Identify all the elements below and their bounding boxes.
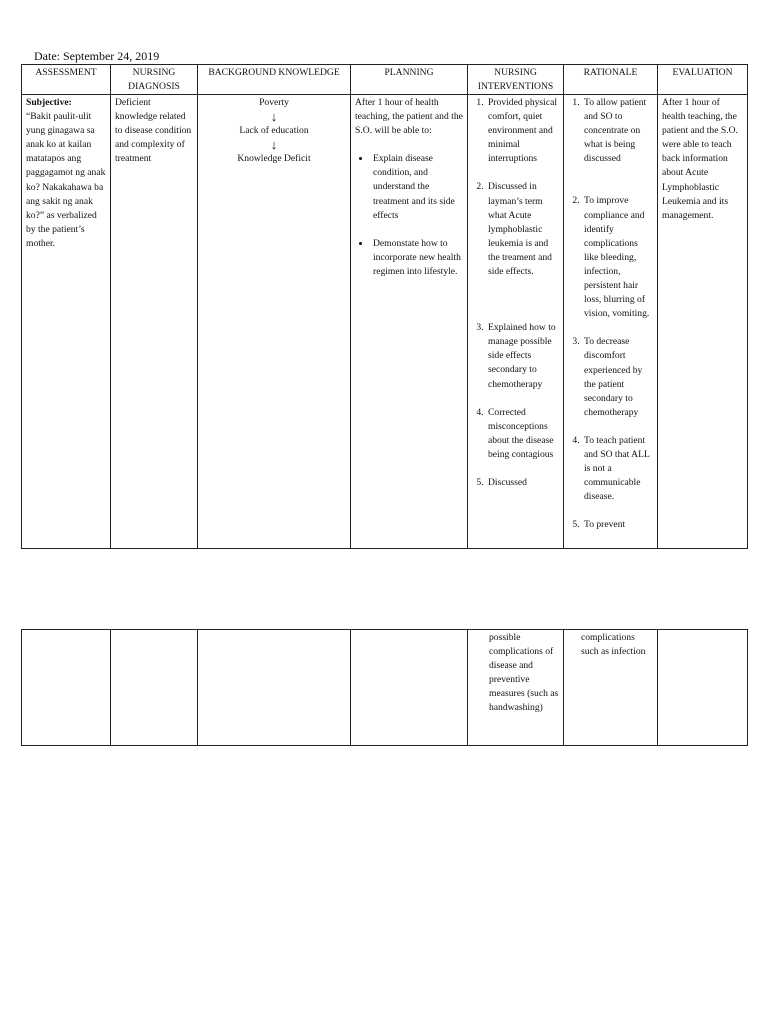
assessment-text: “Bakit paulit-ulit yung ginagawa sa anak ko at kailan matatapos ang paggagamot ng anak ko? Nakakahawa ba ang sakit ng anak ko?” as verbalized by the patient’s mother.	[26, 111, 106, 249]
down-arrow-icon: ↓	[270, 109, 278, 125]
planning-list	[355, 152, 463, 222]
table-row	[22, 630, 748, 746]
planning-bullet: • Demonstate how to incorporate new health regimen into lifestyle.	[371, 237, 463, 279]
evaluation-cell	[658, 630, 748, 746]
intervention-list	[472, 406, 559, 462]
header-assessment: ASSESSMENT	[22, 65, 111, 95]
evaluation-text: After 1 hour of health teaching, the patient and the S.O. were able to teach back information about Acute Lymphoblastic Leukemia and its management.	[662, 97, 738, 221]
assessment-cell	[22, 95, 111, 549]
rationale-cell	[564, 95, 658, 549]
background-item-education: Lack of education	[239, 125, 309, 137]
header-nursing-interventions: NURSING INTERVENTIONS	[468, 65, 564, 95]
planning-cell	[351, 95, 468, 549]
diagnosis-cell	[111, 95, 198, 549]
background-cell	[198, 630, 351, 746]
rationale-list	[568, 518, 653, 532]
rationale-item: 3. To decrease discomfort experienced by the patient secondary to chemotherapy	[582, 335, 653, 420]
diagnosis-text: Deficient knowledge related to disease condition and complexity of treatment	[115, 97, 192, 165]
intervention-item: 4. Corrected misconceptions about the disease being contagious	[486, 406, 559, 462]
assessment-cell	[22, 630, 111, 746]
background-item-poverty: Poverty	[259, 97, 289, 108]
subjective-label: Subjective:	[26, 97, 72, 108]
header-evaluation: EVALUATION	[658, 65, 748, 95]
header-planning: PLANNING	[351, 65, 468, 95]
rationale-continuation: complications such as infection	[581, 632, 646, 658]
rationale-item: 1. To allow patient and SO to concentrate on what is being discussed	[582, 96, 653, 166]
rationale-item: 2. To improve compliance and identify complications like bleeding, infection, persistent hair loss, blurring of vision, vomiting.	[582, 194, 653, 321]
down-arrow-icon: ↓	[270, 137, 278, 153]
planning-bullet: • Explain disease condition, and understand the treatment and its side effects	[371, 152, 463, 222]
interventions-cell	[468, 95, 564, 549]
intervention-list	[472, 321, 559, 391]
planning-list	[355, 237, 463, 279]
table-row	[22, 95, 748, 549]
rationale-list	[568, 434, 653, 504]
intervention-item: 2. Discussed in layman’s term what Acute lymphoblastic leukemia is and the treament and side effects.	[486, 180, 559, 279]
intervention-item: 1. Provided physical comfort, quiet environment and minimal interruptions	[486, 96, 559, 166]
planning-cell	[351, 630, 468, 746]
background-cell	[198, 95, 351, 549]
intervention-item: 3. Explained how to manage possible side effects secondary to chemotherapy	[486, 321, 559, 391]
planning-intro: After 1 hour of health teaching, the patient and the S.O. will be able to:	[355, 97, 463, 137]
rationale-item: 5. To prevent	[582, 518, 653, 532]
rationale-item: 4. To teach patient and SO that ALL is not a communicable disease.	[582, 434, 653, 504]
date-label: Date: September 24, 2019	[34, 49, 160, 63]
background-item-deficit: Knowledge Deficit	[237, 153, 311, 165]
intervention-list	[472, 180, 559, 279]
intervention-list	[472, 476, 559, 490]
header-row	[22, 65, 748, 95]
rationale-cell	[564, 630, 658, 746]
evaluation-cell	[658, 95, 748, 549]
intervention-item: 5. Discussed	[486, 476, 559, 490]
intervention-continuation: possible complications of disease and preventive measures (such as handwashing)	[489, 632, 559, 714]
rationale-list	[568, 335, 653, 420]
header-nursing-diagnosis: NURSING DIAGNOSIS	[111, 65, 198, 95]
care-plan-table	[21, 64, 748, 549]
diagnosis-cell	[111, 630, 198, 746]
rationale-list	[568, 194, 653, 321]
header-background-knowledge: BACKGROUND KNOWLEDGE	[198, 65, 351, 95]
header-rationale: RATIONALE	[564, 65, 658, 95]
intervention-list	[472, 96, 559, 166]
interventions-cell	[468, 630, 564, 746]
care-plan-table-continued	[21, 629, 748, 746]
rationale-list	[568, 96, 653, 166]
